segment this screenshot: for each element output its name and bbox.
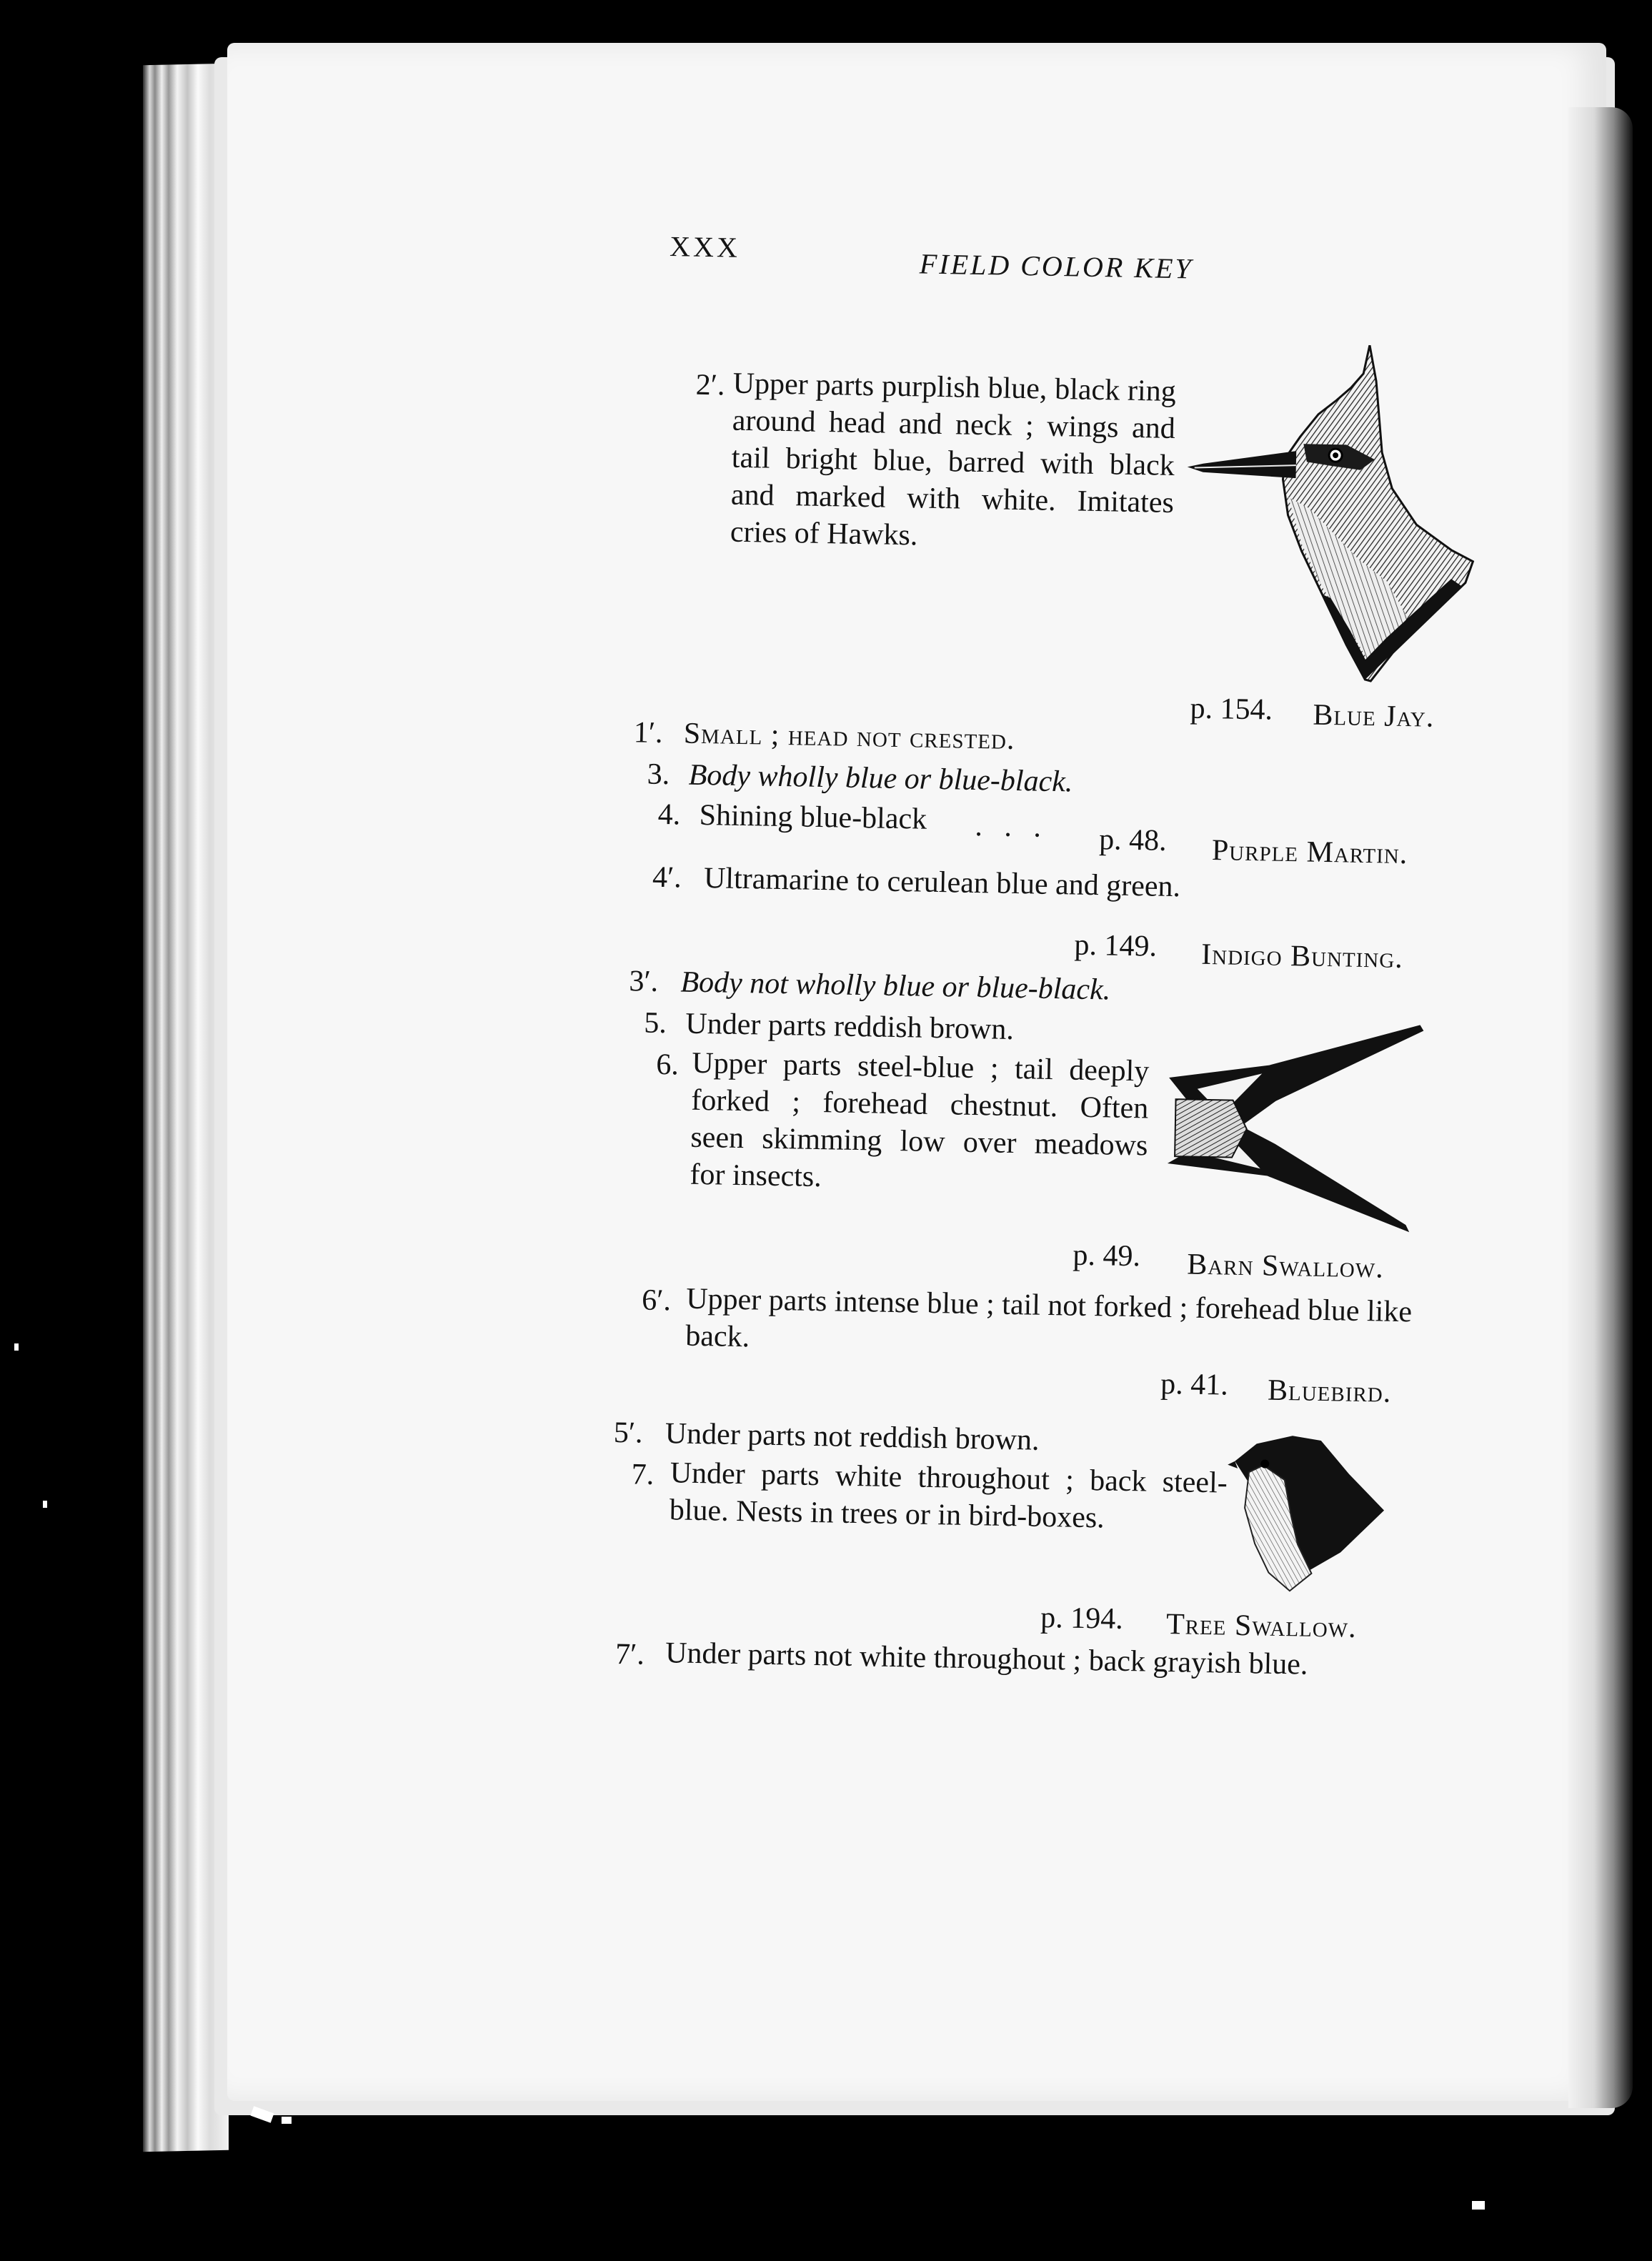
entry-barn-swallow-text: Upper parts steel-blue ; tail deeply forked ; forehead chestnut. Often seen skimming low over meadows for insects. (690, 1046, 1150, 1194)
key-1-prime: 1′. (633, 716, 663, 750)
body-not-wholly-blue: Body not wholly blue or blue-black. (680, 965, 1111, 1007)
tree-swallow-page: p. 194. (1040, 1601, 1124, 1636)
key-6-prime: 6′. (641, 1283, 672, 1318)
shining-blue-black: Shining blue-black (699, 798, 927, 836)
key-4: 4. (657, 797, 681, 832)
purple-martin-page: p. 48. (1098, 823, 1168, 858)
scan-speck (1472, 2201, 1485, 2210)
indigo-bunting-name: Indigo Bunting. (1200, 938, 1404, 975)
tree-swallow-name: Tree Swallow. (1165, 1608, 1358, 1644)
bluebird-page: p. 41. (1160, 1367, 1229, 1402)
page-number: XXX (669, 230, 741, 264)
blue-jay-name: Blue Jay. (1313, 698, 1435, 734)
entry-bluebird-text: Upper parts intense blue ; tail not forked ; forehead blue like back. (685, 1282, 1413, 1354)
scan-speck (282, 2117, 292, 2124)
key-7-prime: 7′. (614, 1637, 645, 1671)
key-3: 3. (647, 757, 670, 792)
bluebird-name: Bluebird. (1267, 1373, 1392, 1409)
key-5: 5. (643, 1006, 667, 1040)
blue-jay-page: p. 154. (1190, 692, 1273, 727)
barn-swallow-illustration (1166, 1020, 1427, 1240)
scan-speck (14, 1343, 19, 1351)
ultramarine-text: Ultramarine to cerulean blue and green. (703, 862, 1181, 904)
key-3-prime: 3′. (629, 965, 659, 998)
barn-swallow-name: Barn Swallow. (1186, 1248, 1385, 1285)
body-wholly-blue: Body wholly blue or blue-black. (688, 758, 1073, 799)
indigo-bunting-page: p. 149. (1074, 928, 1158, 963)
key-7: 7. (631, 1458, 655, 1491)
barn-swallow-page: p. 49. (1073, 1238, 1141, 1273)
key-2-prime: 2′. (695, 368, 725, 402)
key-5-prime: 5′. (613, 1416, 643, 1450)
purple-martin-name: Purple Martin. (1211, 834, 1408, 871)
tree-swallow-illustration (1225, 1429, 1400, 1604)
scan-speck (43, 1501, 47, 1508)
leader-dots: . . . (975, 809, 1049, 844)
entry-tree-swallow-text: Under parts white throughout ; back steel-blue. Nests in trees or in bird-boxes. (669, 1456, 1228, 1535)
under-parts-not-reddish: Under parts not reddish brown. (665, 1417, 1040, 1457)
under-parts-reddish: Under parts reddish brown. (685, 1007, 1015, 1047)
entry-7-prime-text: Under parts not white throughout ; back grayish blue. (665, 1636, 1308, 1681)
key-4-prime: 4′. (652, 860, 682, 895)
entry-blue-jay-text: Upper parts purplish blue, black ring around head and neck ; wings and tail bright blue, barred with black and marked with white. Imitates cries of Hawks. (730, 367, 1177, 552)
small-head-not-crested: Small ; head not crested. (683, 717, 1015, 756)
running-title: FIELD COLOR KEY (919, 247, 1194, 285)
blue-jay-illustration (1178, 342, 1484, 705)
key-6: 6. (655, 1048, 680, 1082)
